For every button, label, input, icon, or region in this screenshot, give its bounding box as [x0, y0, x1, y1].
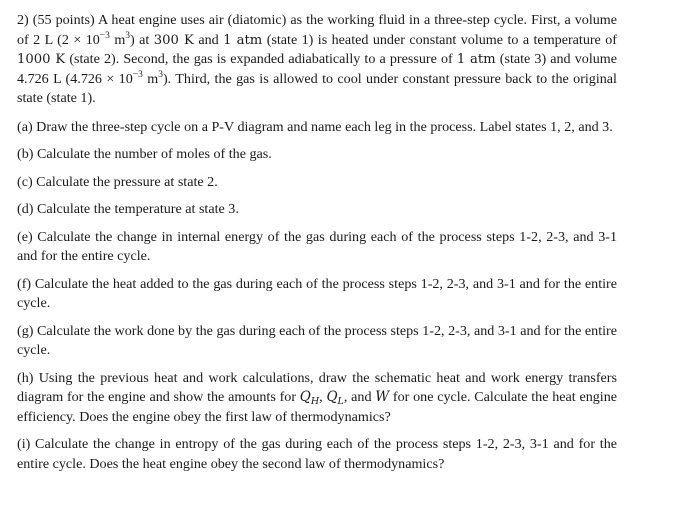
intro-text: A heat engine uses air (diatomic) as the working fluid in a three-step cycle. First, a volume of 2 L (2 × 10: [17, 12, 618, 48]
exponent: −3: [99, 30, 110, 41]
intro-text: m: [142, 70, 159, 87]
part-f: (f) Calculate the heat added to the gas during each of the process steps 1-2, 2-3, and 3-1 and for the entire cycle.: [17, 275, 617, 311]
part-h-text: for one cycle. Calculate the heat engine efficiency. Does the engine obey the first law of thermodynamics?: [17, 389, 618, 425]
part-h-text: (h) Using the previous heat and work calculations, draw the schematic heat and work energy transfers diagram for the engine and show the amounts for: [17, 369, 617, 405]
pressure-state-1: 1 atm: [223, 32, 263, 48]
problem-intro: [17, 11, 617, 109]
part-c: (c) Calculate the pressure at state 2.: [17, 173, 218, 190]
pressure-state-3: 1 atm: [456, 52, 496, 67]
part-i: (i) Calculate the change in entropy of the gas during each of the process steps 1-2, 2-3, 3-1 and for the entire cycle. Does the heat engine obey the second law of thermodynamics?: [17, 436, 617, 472]
part-h: [17, 369, 617, 428]
subscript-l: L: [337, 396, 344, 407]
separator: , and: [343, 389, 376, 405]
separator: ,: [319, 389, 327, 405]
exponent: 3: [125, 30, 131, 41]
part-d: (d) Calculate the temperature at state 3.: [17, 201, 239, 217]
intro-text: ) at: [130, 31, 154, 48]
symbol-w: W: [375, 389, 390, 405]
intro-text: m: [109, 31, 126, 48]
part-b: (b) Calculate the number of moles of the gas.: [17, 146, 272, 162]
exponent: −3: [132, 69, 143, 80]
part-g: (g) Calculate the work done by the gas during each of the process steps 1-2, 2-3, and 3-1 and for the entire cycle.: [17, 322, 617, 358]
temperature-state-1: 300 K: [153, 32, 194, 48]
symbol-q: Q: [299, 389, 311, 405]
part-a: (a) Draw the three-step cycle on a P-V diagram and name each leg in the process. Label states 1, 2, and 3.: [17, 118, 613, 135]
symbol-q-h: [300, 389, 319, 405]
intro-text: (state 1) is heated under constant volume to a temperature of: [262, 31, 617, 48]
problem-points: (55 points): [32, 12, 95, 28]
temperature-state-2: 1000 K: [17, 52, 66, 67]
intro-text: ). Third, the gas is allowed to cool under constant pressure back to the original state (state 1).: [17, 70, 617, 106]
symbol-q-l: [326, 389, 343, 405]
subscript-h: H: [310, 396, 320, 407]
problem-document: [17, 11, 617, 482]
intro-text: (state 2). Second, the gas is expanded adiabatically to a pressure of: [65, 51, 457, 67]
problem-number: 2): [17, 12, 29, 28]
exponent: 3: [158, 69, 163, 80]
part-e: (e) Calculate the change in internal energy of the gas during each of the process steps 1-2, 2-3, and 3-1 and for the entire cycle.: [17, 228, 617, 264]
intro-text: and: [193, 31, 224, 48]
symbol-q: Q: [326, 389, 338, 405]
intro-text: (state 3) and volume 4.726 L (4.726 × 10: [17, 51, 617, 87]
